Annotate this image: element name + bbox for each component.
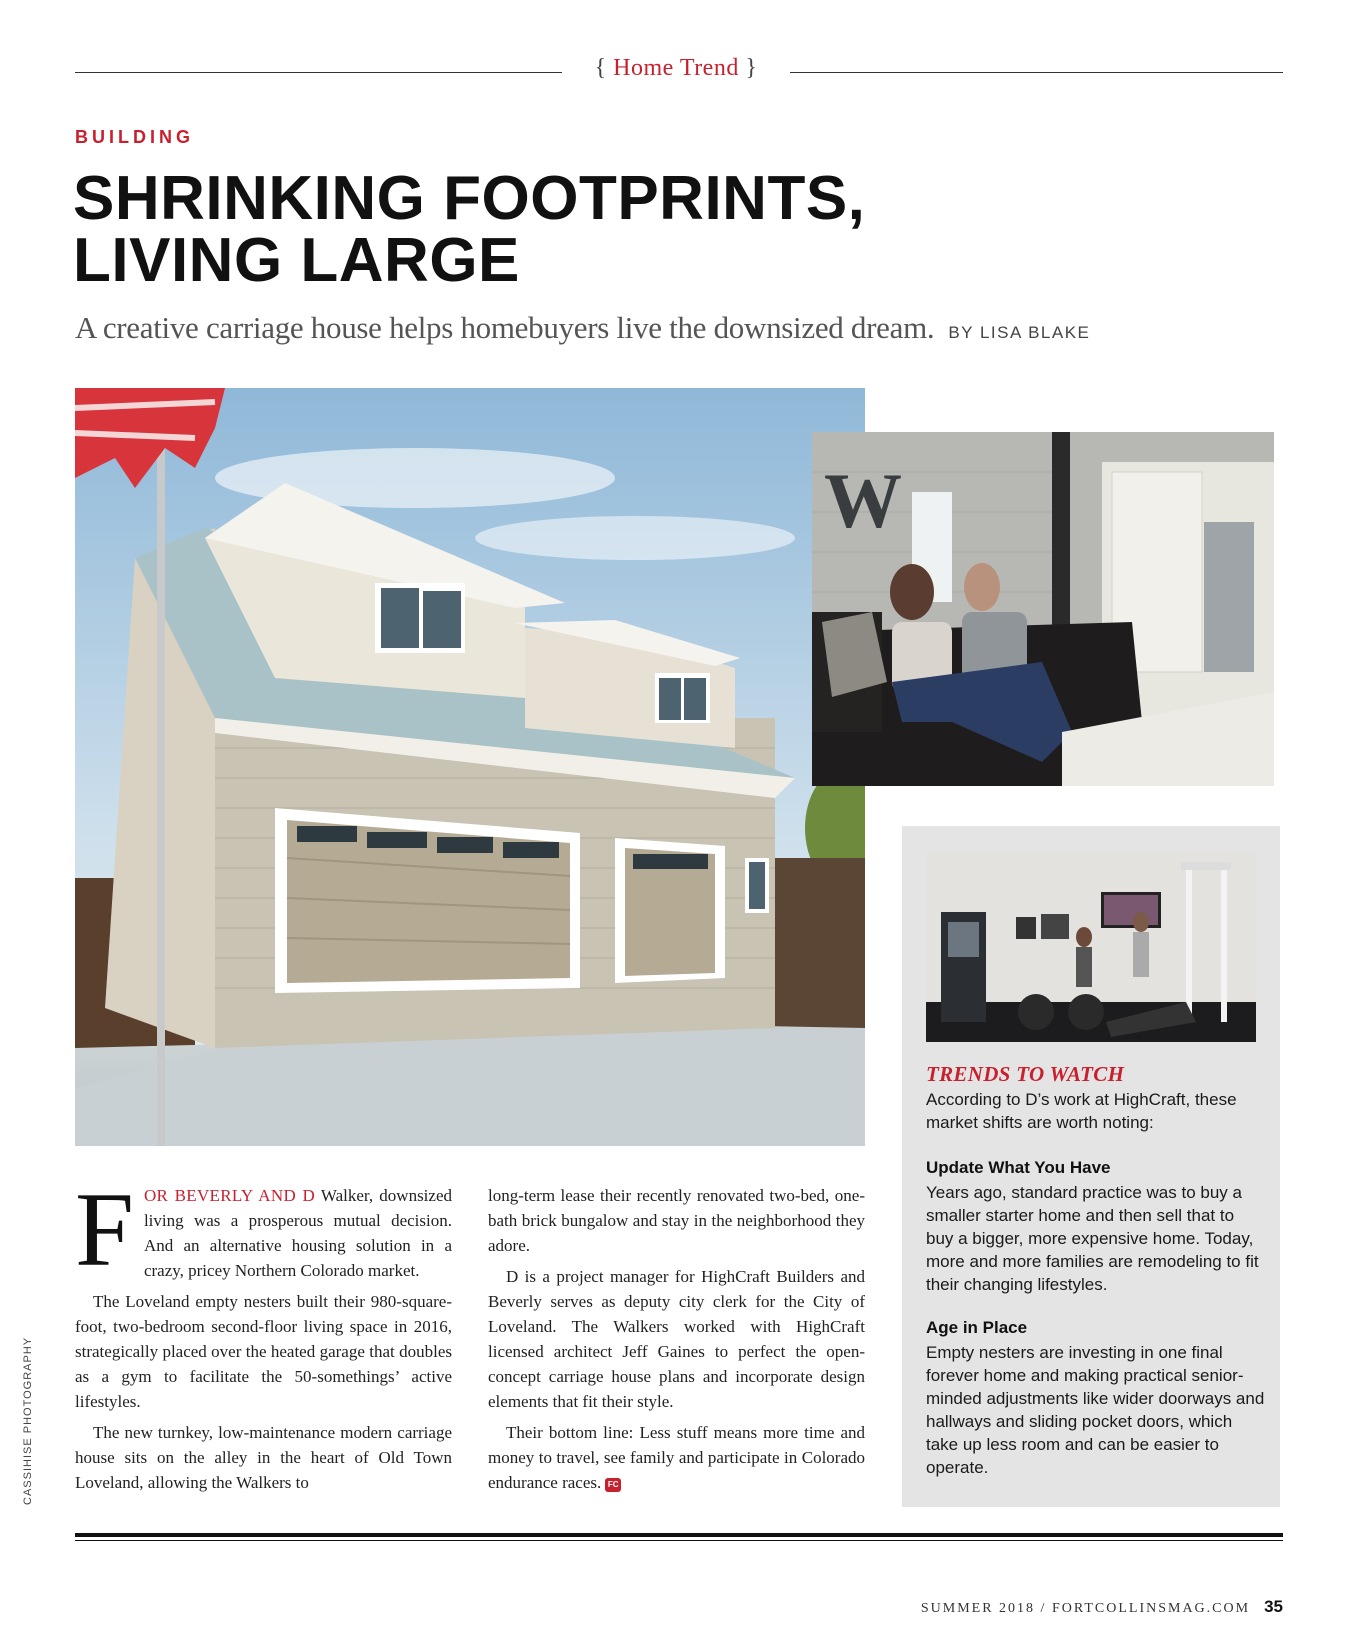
home-gym-illustration bbox=[926, 852, 1256, 1042]
carriage-house-illustration bbox=[75, 388, 865, 1146]
header-rule-right bbox=[790, 72, 1283, 73]
home-gym-photo bbox=[926, 852, 1256, 1042]
issue-line: SUMMER 2018 / FORTCOLLINSMAG.COM bbox=[920, 1601, 1251, 1616]
page-footer bbox=[700, 1597, 1283, 1617]
sidebar-intro: According to D’s work at HighCraft, these market shifts are worth noting: bbox=[926, 1090, 1237, 1132]
body-paragraph-6 bbox=[488, 1420, 865, 1495]
footer-rule-thick bbox=[75, 1533, 1283, 1537]
body-column-1 bbox=[75, 1171, 452, 1501]
paragraph-1-text: Walker, downsized living was a prosperous mutual decision. And an alternative housing solution in a crazy, pricey Northern Colorado market. bbox=[143, 1186, 452, 1280]
section-name: Home Trend bbox=[613, 55, 739, 81]
header-rule-left bbox=[75, 72, 562, 73]
body-paragraph-4: long-term lease their recently renovated two-bed, one-bath brick bungalow and stay in the neighborhood they adore. bbox=[488, 1186, 865, 1255]
lead-in: OR BEVERLY AND D bbox=[143, 1186, 316, 1205]
byline: BY LISA BLAKE bbox=[948, 323, 1091, 342]
body-paragraph-5: D is a project manager for HighCraft Builders and Beverly serves as deputy city clerk for the City of Loveland. The Walkers worked with HighCraft licensed architect Jeff Gaines to perfect the open-concept carriage house plans and incorporate design elements that fit their style. bbox=[488, 1267, 865, 1411]
svg-text:W: W bbox=[824, 457, 902, 544]
footer-rule-thin bbox=[75, 1540, 1283, 1541]
headline-line-1: SHRINKING FOOTPRINTS, bbox=[73, 164, 866, 233]
body-paragraph-2: The Loveland empty nesters built their 980-square-foot, two-bedroom second-floor living space in 2016, strategically placed over the heated garage that doubles as a gym to facilitate the 50-somethings’ active lifestyles. bbox=[75, 1292, 452, 1411]
deck-text: A creative carriage house helps homebuyers live the downsized dream. bbox=[75, 310, 935, 345]
body-column-2 bbox=[488, 1183, 865, 1501]
living-room-illustration bbox=[812, 432, 1274, 786]
sidebar-title: TRENDS TO WATCH bbox=[926, 1062, 1125, 1086]
end-mark-icon: FC bbox=[605, 1478, 621, 1492]
page-number: 35 bbox=[1264, 1597, 1283, 1616]
living-room-photo bbox=[812, 432, 1274, 786]
sidebar-item2-heading: Age in Place bbox=[926, 1318, 1028, 1337]
kicker: BUILDING bbox=[75, 127, 194, 147]
section-brace-open: { bbox=[594, 55, 607, 81]
section-brace-close: } bbox=[745, 55, 758, 81]
sidebar-item2-text: Empty nesters are investing in one final forever home and making practical senior-minded adjustments like wider doorways and hallways and sliding pocket doors, which take up less room and can be easier to operate. bbox=[926, 1343, 1265, 1477]
deck bbox=[75, 310, 1175, 346]
sidebar-item1-text: Years ago, standard practice was to buy a smaller starter home and then sell that to buy a bigger, more expensive home. Today, more and more families are remodeling to fit their changing lifestyles. bbox=[926, 1183, 1259, 1294]
carriage-house-photo bbox=[75, 388, 865, 1146]
headline-line-2: LIVING LARGE bbox=[73, 226, 520, 295]
section-tag bbox=[562, 55, 790, 82]
photo-credit: CASSIHISE PHOTOGRAPHY bbox=[22, 1336, 34, 1505]
drop-cap: F bbox=[75, 1171, 134, 1288]
body-paragraph-1 bbox=[75, 1171, 452, 1288]
paragraph-6-text: Their bottom line: Less stuff means more time and money to travel, see family and participate in Colorado endurance races. bbox=[488, 1423, 865, 1492]
headline bbox=[73, 164, 973, 295]
body-paragraph-3: The new turnkey, low-maintenance modern carriage house sits on the alley in the heart of Old Town Loveland, allowing the Walkers to bbox=[75, 1423, 452, 1492]
sidebar-item1-heading: Update What You Have bbox=[926, 1158, 1111, 1177]
